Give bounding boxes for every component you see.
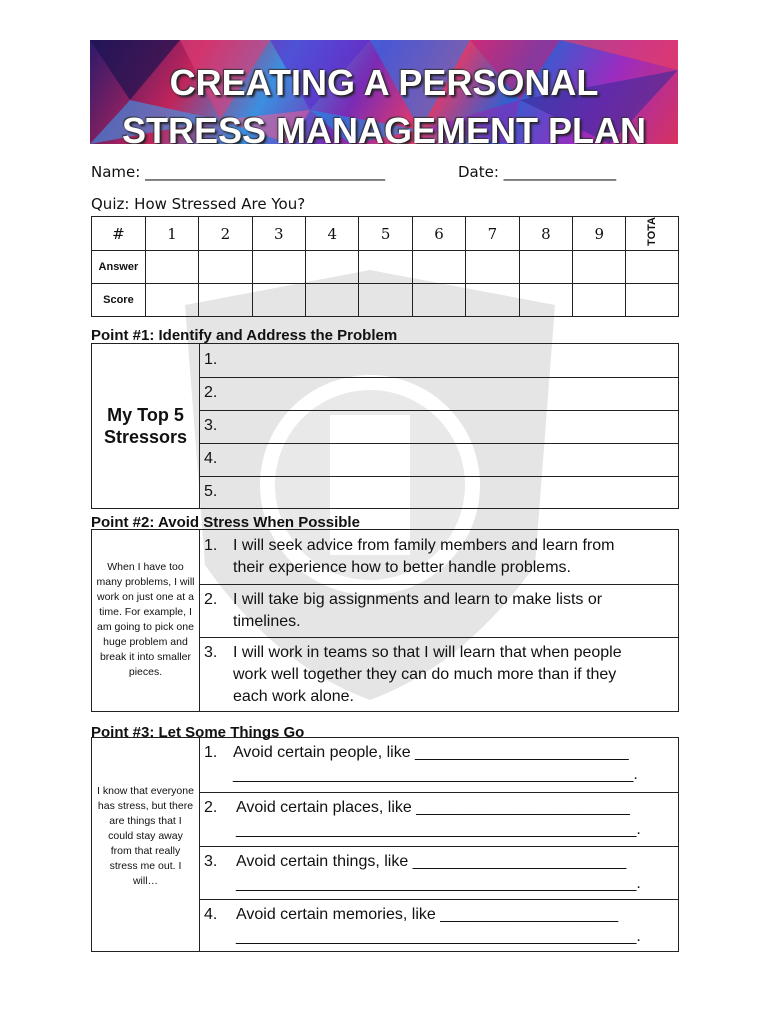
quiz-header-7: 7 (466, 217, 519, 251)
stressor-row-2[interactable]: 2. (199, 377, 679, 410)
quiz-header-6: 6 (412, 217, 465, 251)
quiz-score-cell[interactable] (252, 284, 305, 317)
quiz-score-cell[interactable] (145, 284, 198, 317)
avoid-row-3[interactable]: 3. Avoid certain things, like ________________________ _____________________________________________. (199, 846, 679, 899)
point1-title: Point #1: Identify and Address the Problem (91, 327, 398, 344)
quiz-header-9: 9 (573, 217, 626, 251)
quiz-answer-cell[interactable] (199, 251, 252, 284)
point2-note-line: huge problem and (103, 636, 188, 648)
quiz-hash-header: # (92, 217, 146, 251)
quiz-score-cell[interactable] (466, 284, 519, 317)
point3-note-line: I know that everyone (97, 785, 194, 797)
point3-note-line: has stress, but there (97, 800, 194, 812)
point1-left-cell (92, 344, 200, 508)
point1-label-line1: My Top 5 (107, 405, 184, 425)
quiz-score-cell[interactable] (412, 284, 465, 317)
quiz-header-3: 3 (252, 217, 305, 251)
quiz-answer-cell[interactable] (252, 251, 305, 284)
point3-note-line: could stay away (108, 830, 183, 842)
banner-title-line1: CREATING A PERSONAL (169, 62, 599, 103)
stressor-row-4[interactable]: 4. (199, 443, 679, 476)
quiz-answer-cell[interactable] (573, 251, 626, 284)
quiz-score-total-cell[interactable] (626, 284, 679, 317)
quiz-answer-label: Answer (92, 251, 146, 284)
quiz-score-cell[interactable] (359, 284, 412, 317)
strategy-row-1: 1. I will seek advice from family members and learn from their experience how to better handle problems. (204, 537, 615, 576)
quiz-score-cell[interactable] (519, 284, 572, 317)
avoid-row-1[interactable]: 1. Avoid certain people, like ________________________ _____________________________________________. (204, 744, 638, 783)
avoid-row-2[interactable]: 2. Avoid certain places, like ________________________ _____________________________________________. (199, 792, 679, 846)
strategy-row-2: 2. I will take big assignments and learn to make lists or timelines. (199, 584, 679, 637)
quiz-answer-cell[interactable] (519, 251, 572, 284)
point1-label-line2: Stressors (103, 427, 188, 447)
quiz-answer-cell[interactable] (466, 251, 519, 284)
point3-note-line: stress me out. I (109, 860, 182, 872)
point2-title: Point #2: Avoid Stress When Possible (91, 514, 360, 531)
quiz-answer-total-cell[interactable] (626, 251, 679, 284)
quiz-answer-cell[interactable] (412, 251, 465, 284)
banner-title-line2: STRESS MANAGEMENT PLAN (121, 110, 647, 144)
quiz-answer-cell[interactable] (145, 251, 198, 284)
point2-box (91, 529, 679, 712)
point3-left-cell (92, 738, 200, 951)
quiz-title: Quiz: How Stressed Are You? (91, 195, 306, 213)
quiz-score-label: Score (92, 284, 146, 317)
point2-note-line: time. For example, I (99, 606, 192, 618)
stressor-row-1[interactable]: 1. (204, 351, 218, 368)
point3-note-line: from that really (110, 845, 181, 857)
point2-note-line: break it into smaller (99, 651, 192, 663)
point2-note-line: am going to pick one (97, 621, 194, 633)
stressor-row-5[interactable]: 5. (199, 476, 679, 508)
point1-box (91, 343, 679, 509)
point2-note-line: work on just one at a (97, 591, 194, 603)
quiz-answer-cell[interactable] (359, 251, 412, 284)
point3-note-line: are things that I (109, 815, 182, 827)
quiz-header-8: 8 (519, 217, 572, 251)
title-banner (90, 40, 678, 144)
point3-note-line: will… (132, 875, 159, 887)
quiz-total-header: TOTA (626, 217, 679, 251)
quiz-score-cell[interactable] (306, 284, 359, 317)
quiz-header-5: 5 (359, 217, 412, 251)
quiz-score-cell[interactable] (199, 284, 252, 317)
point3-title: Point #3: Let Some Things Go (91, 724, 305, 741)
date-line: Date: _______________ (458, 163, 617, 181)
quiz-header-4: 4 (306, 217, 359, 251)
stressor-row-3[interactable]: 3. (199, 410, 679, 443)
quiz-score-cell[interactable] (573, 284, 626, 317)
avoid-row-4[interactable]: 4. Avoid certain memories, like ____________________ _____________________________________________. (199, 899, 679, 951)
quiz-answer-cell[interactable] (306, 251, 359, 284)
point2-note-line: When I have too (107, 561, 184, 573)
quiz-table (91, 216, 679, 317)
strategy-row-3: 3. I will work in teams so that I will learn that when people work well together they can do much more than if they each work alone. (199, 637, 679, 711)
point2-left-cell (92, 530, 200, 711)
point2-note-line: pieces. (128, 666, 163, 678)
quiz-header-1: 1 (145, 217, 198, 251)
quiz-header-2: 2 (199, 217, 252, 251)
point2-note-line: many problems, I will (96, 576, 195, 588)
point3-box (91, 737, 679, 952)
name-line: Name: ________________________________ (91, 163, 386, 181)
